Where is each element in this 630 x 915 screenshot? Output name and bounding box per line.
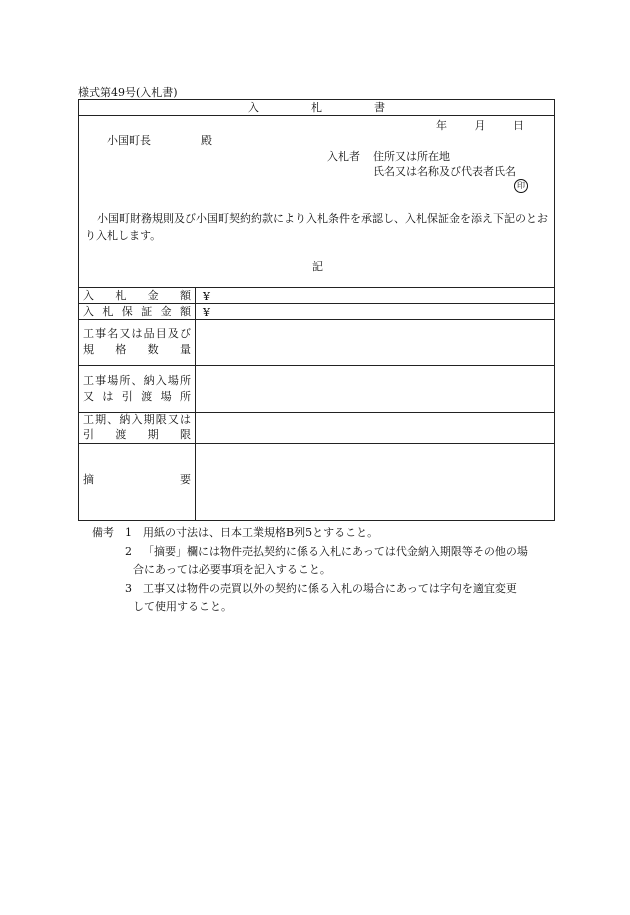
bidder-label: 入札者 xyxy=(327,150,360,163)
note-3-line1: 工事又は物件の売買以外の契約に係る入札の場合にあっては字句を適宜変更 xyxy=(143,582,517,595)
honorific: 殿 xyxy=(201,134,212,147)
period-label-line2: 引渡期限 xyxy=(83,428,191,441)
seal-mark: 印 xyxy=(514,179,528,193)
date-line: 年 月 日 xyxy=(436,119,524,132)
bid-amount-label: 入札金額 xyxy=(83,289,191,302)
divider xyxy=(79,365,554,366)
bond-amount-value: ¥ xyxy=(203,306,210,319)
form-title: 入札書 xyxy=(248,101,437,114)
summary-label: 摘要 xyxy=(83,473,191,486)
note-2-line1: 「摘要」欄には物件売払契約に係る入札にあっては代金納入期限等その他の場 xyxy=(143,545,528,558)
place-label-line2: 又は引渡場所 xyxy=(83,390,191,403)
notes-label: 備考 xyxy=(92,526,114,539)
item-label-line1: 工事名又は品目及び xyxy=(83,327,191,340)
note-3-line2: して使用すること。 xyxy=(133,600,232,613)
form-number-label: 様式第49号(入札書) xyxy=(78,86,178,99)
name-label: 氏名又は名称及び代表者氏名 xyxy=(373,165,516,178)
item-label-line2: 規格数量 xyxy=(83,343,191,356)
note-2-line2: 合にあっては必要事項を記入すること。 xyxy=(133,563,331,576)
note-1-number: 1 xyxy=(125,526,132,539)
ki-heading: 記 xyxy=(312,260,323,273)
divider xyxy=(79,443,554,444)
note-1: 用紙の寸法は、日本工業規格B列5とすること。 xyxy=(143,526,379,539)
bid-amount-value: ¥ xyxy=(203,290,210,303)
addressee: 小国町長 xyxy=(107,134,151,147)
bid-statement: 小国町財務規則及び小国町契約約款により入札条件を承認し、入札保証金を添え下記のとおり入札します。 xyxy=(85,212,548,242)
note-3-number: 3 xyxy=(125,582,132,595)
note-2-number: 2 xyxy=(125,545,132,558)
bond-amount-label: 入札保証金額 xyxy=(83,305,191,318)
divider xyxy=(79,115,554,116)
place-label-line1: 工事場所、納入場所 xyxy=(83,374,191,387)
address-label: 住所又は所在地 xyxy=(373,150,450,163)
bid-form-frame xyxy=(78,99,555,521)
label-column-divider xyxy=(195,287,196,520)
period-label-line1: 工期、納入期限又は xyxy=(83,413,191,426)
